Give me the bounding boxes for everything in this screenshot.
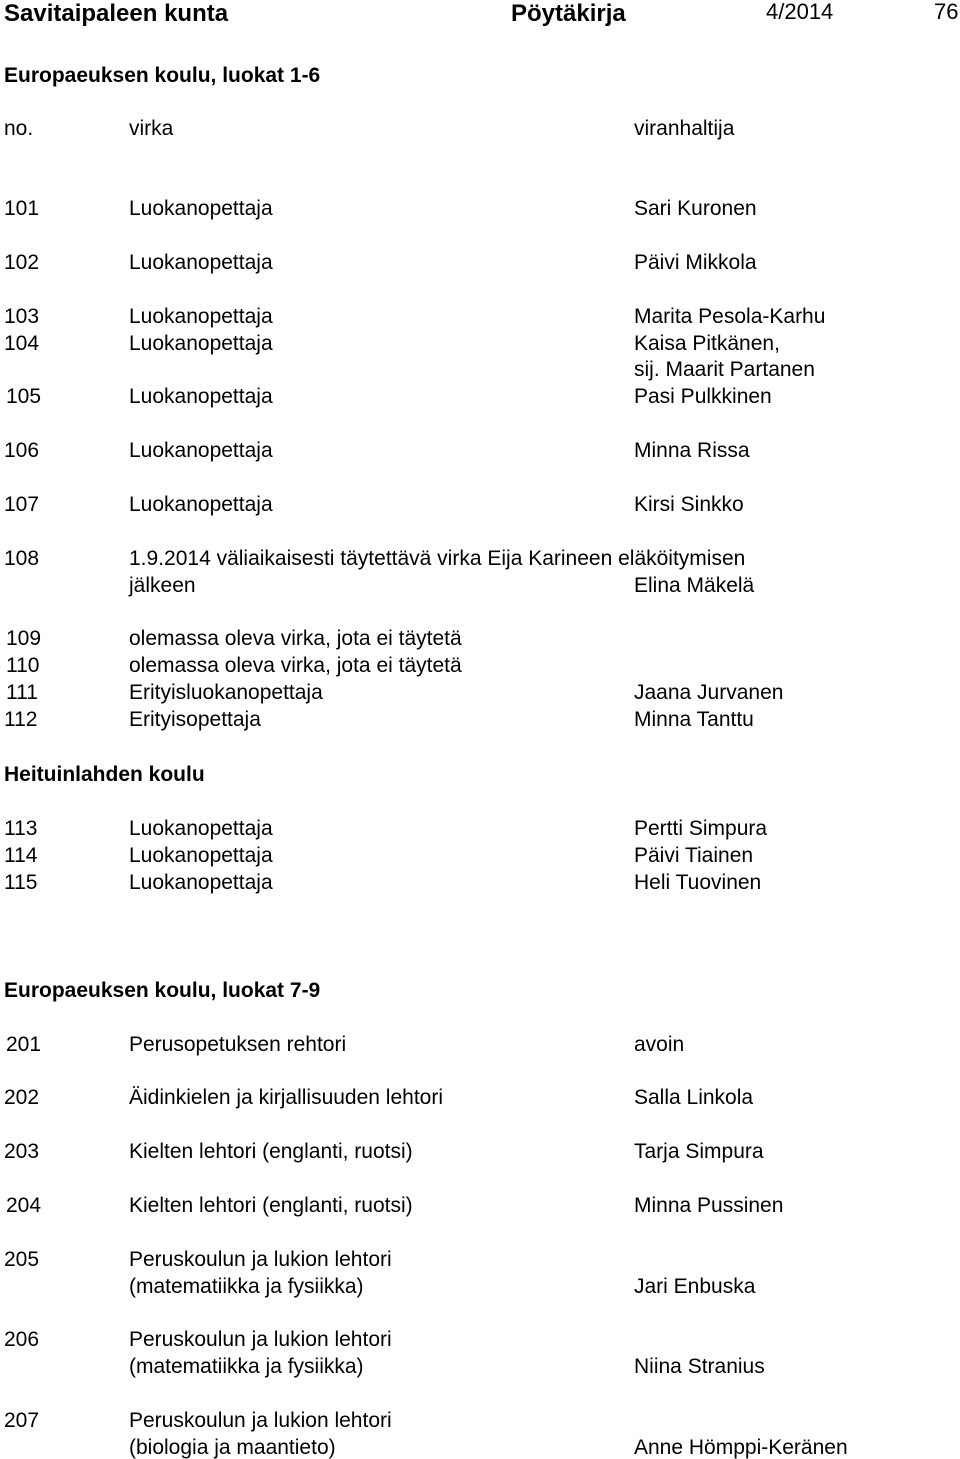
document-type: Pöytäkirja	[511, 0, 626, 27]
row-holder: Tarja Simpura	[634, 1140, 764, 1163]
row-position: Luokanopettaja	[129, 493, 273, 516]
row-number: 207	[4, 1409, 40, 1432]
section-title: Europaeuksen koulu, luokat 7-9	[4, 979, 321, 1002]
column-header-no: no.	[4, 117, 34, 140]
municipality-name: Savitaipaleen kunta	[4, 0, 229, 27]
row-position: Luokanopettaja	[129, 871, 273, 894]
row-number: 103	[4, 305, 40, 328]
row-holder-substitute: sij. Maarit Partanen	[634, 358, 815, 381]
row-number: 202	[4, 1086, 40, 1109]
row-position: Luokanopettaja	[129, 817, 273, 840]
row-number: 107	[4, 493, 40, 516]
row-holder: Kirsi Sinkko	[634, 493, 744, 516]
row-position-subject: (matematiikka ja fysiikka)	[129, 1275, 364, 1298]
row-holder: Minna Pussinen	[634, 1194, 784, 1217]
row-position: 1.9.2014 väliaikaisesti täytettävä virka Eija Karineen eläköitymisen	[129, 547, 746, 570]
row-position: Luokanopettaja	[129, 439, 273, 462]
row-position-subject: (biologia ja maantieto)	[129, 1436, 336, 1459]
row-position: Luokanopettaja	[129, 305, 273, 328]
row-position: Luokanopettaja	[129, 844, 273, 867]
issue-number: 4/2014	[766, 0, 834, 24]
row-holder: Anne Hömppi-Keränen	[634, 1436, 848, 1459]
row-number: 206	[4, 1328, 40, 1351]
row-position: Kielten lehtori (englanti, ruotsi)	[129, 1140, 413, 1163]
row-holder: Päivi Tiainen	[634, 844, 754, 867]
row-position: Luokanopettaja	[129, 197, 273, 220]
row-position: Peruskoulun ja lukion lehtori	[129, 1409, 392, 1432]
row-position: olemassa oleva virka, jota ei täytetä	[129, 654, 462, 677]
row-holder: Jaana Jurvanen	[634, 681, 784, 704]
row-number: 111	[6, 681, 38, 704]
row-number: 204	[6, 1194, 42, 1217]
row-number: 205	[4, 1248, 40, 1271]
row-holder: Pertti Simpura	[634, 817, 768, 840]
row-holder: Sari Kuronen	[634, 197, 757, 220]
row-number: 115	[4, 871, 38, 894]
row-number: 105	[6, 385, 42, 408]
row-holder: avoin	[634, 1033, 685, 1056]
row-holder: Salla Linkola	[634, 1086, 754, 1109]
row-number: 203	[4, 1140, 40, 1163]
column-header-viranhaltija: viranhaltija	[634, 117, 735, 140]
row-number: 109	[6, 627, 42, 650]
row-number: 106	[4, 439, 40, 462]
row-holder: Niina Stranius	[634, 1355, 765, 1378]
row-number: 112	[4, 708, 38, 731]
row-position: Erityisluokanopettaja	[129, 681, 323, 704]
column-header-virka: virka	[129, 117, 174, 140]
row-holder: Marita Pesola-Karhu	[634, 305, 826, 328]
row-number: 102	[4, 251, 40, 274]
row-position-subject: (matematiikka ja fysiikka)	[129, 1355, 364, 1378]
row-position: Perusopetuksen rehtori	[129, 1033, 347, 1056]
row-number: 113	[4, 817, 38, 840]
section-title: Europaeuksen koulu, luokat 1-6	[4, 64, 321, 87]
row-number: 101	[4, 197, 40, 220]
row-holder: Minna Tanttu	[634, 708, 754, 731]
row-holder: Minna Rissa	[634, 439, 750, 462]
row-number: 104	[4, 332, 40, 355]
row-number: 114	[4, 844, 38, 867]
row-number: 108	[4, 547, 40, 570]
row-position: olemassa oleva virka, jota ei täytetä	[129, 627, 462, 650]
row-number: 110	[6, 654, 40, 677]
row-holder: Kaisa Pitkänen,	[634, 332, 780, 355]
row-position: Kielten lehtori (englanti, ruotsi)	[129, 1194, 413, 1217]
row-holder: Pasi Pulkkinen	[634, 385, 772, 408]
row-position: Luokanopettaja	[129, 251, 273, 274]
page-number: 76	[934, 0, 959, 24]
row-position: Luokanopettaja	[129, 385, 273, 408]
row-position: Erityisopettaja	[129, 708, 261, 731]
row-position: Äidinkielen ja kirjallisuuden lehtori	[129, 1086, 444, 1109]
row-holder: Jari Enbuska	[634, 1275, 756, 1298]
row-holder: Heli Tuovinen	[634, 871, 762, 894]
row-holder: Elina Mäkelä	[634, 574, 755, 597]
row-position: Peruskoulun ja lukion lehtori	[129, 1248, 392, 1271]
section-title: Heituinlahden koulu	[4, 763, 205, 786]
row-holder: Päivi Mikkola	[634, 251, 757, 274]
row-position: Peruskoulun ja lukion lehtori	[129, 1328, 392, 1351]
row-position: Luokanopettaja	[129, 332, 273, 355]
row-number: 201	[6, 1033, 42, 1056]
row-position-continued: jälkeen	[129, 574, 196, 597]
